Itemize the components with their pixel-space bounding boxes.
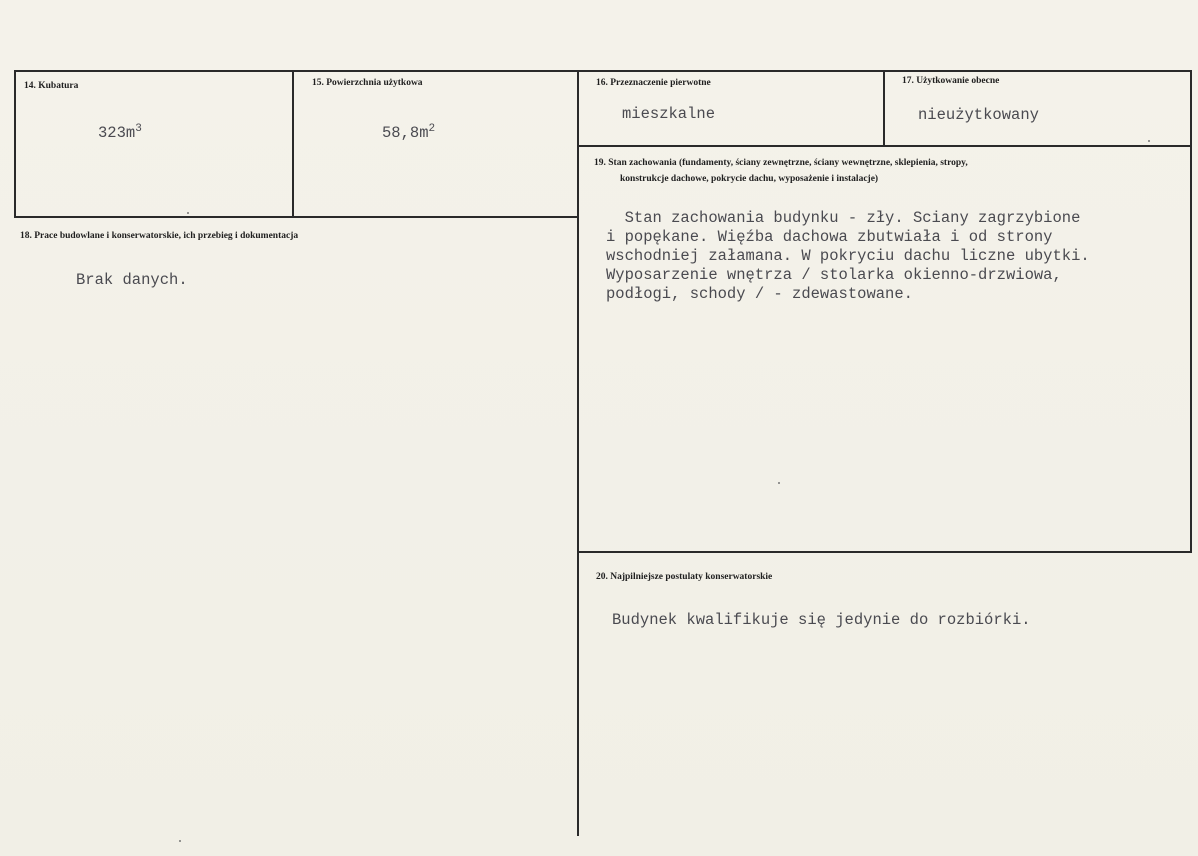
paper-speck bbox=[187, 212, 189, 214]
top-border bbox=[14, 70, 1192, 72]
right-border bbox=[1190, 70, 1192, 552]
rule-under-14-15 bbox=[14, 216, 579, 218]
rule-above-20 bbox=[577, 551, 1192, 553]
field-18-value: Brak danych. bbox=[76, 271, 188, 289]
field-14-value bbox=[98, 124, 142, 143]
field-16-label: 16. Przeznaczenie pierwotne bbox=[596, 78, 711, 88]
field-17-value: nieużytkowany bbox=[918, 106, 1039, 124]
field-19-line: Stan zachowania budynku - zły. Sciany zagrzybione bbox=[606, 209, 1081, 227]
rule-under-16-17 bbox=[577, 145, 1192, 147]
field-14-label: 14. Kubatura bbox=[24, 81, 79, 91]
field-20-label: 20. Najpilniejsze postulaty konserwatorskie bbox=[596, 572, 773, 582]
field-16-value: mieszkalne bbox=[622, 105, 716, 123]
field-19-line: Wyposarzenie wnętrza / stolarka okienno-drzwiowa, bbox=[606, 266, 1062, 284]
divider-left-right bbox=[577, 70, 579, 836]
paper-speck bbox=[179, 840, 181, 842]
paper-speck bbox=[1148, 140, 1150, 142]
field-18-label: 18. Prace budowlane i konserwatorskie, ich przebieg i dokumentacja bbox=[20, 231, 299, 241]
paper-speck bbox=[778, 482, 780, 484]
field-19-line: i popękane. Więźba dachowa zbutwiała i od strony bbox=[606, 228, 1053, 246]
divider-16-17 bbox=[883, 70, 885, 146]
field-17-label: 17. Użytkowanie obecne bbox=[902, 76, 1000, 86]
divider-14-15 bbox=[292, 70, 294, 218]
field-19-text bbox=[606, 209, 1090, 304]
field-15-value-exponent: 2 bbox=[428, 122, 436, 135]
field-14-value-exponent: 3 bbox=[135, 122, 142, 135]
field-19-label-line2: konstrukcje dachowe, pokrycie dachu, wyposażenie i instalacje) bbox=[620, 174, 879, 184]
field-15-value-text: 58,8m bbox=[382, 124, 429, 142]
field-19-line: wschodniej załamana. W pokryciu dachu liczne ubytki. bbox=[606, 247, 1090, 265]
left-border bbox=[14, 70, 16, 218]
field-14-value-text: 323m bbox=[98, 124, 136, 142]
field-15-value bbox=[382, 124, 435, 143]
field-15-label: 15. Powierzchnia użytkowa bbox=[312, 78, 423, 88]
field-20-value: Budynek kwalifikuje się jedynie do rozbiórki. bbox=[612, 611, 1031, 629]
field-19-line: podłogi, schody / - zdewastowane. bbox=[606, 285, 913, 303]
field-19-label-line1: 19. Stan zachowania (fundamenty, ściany zewnętrzne, ściany wewnętrzne, sklepienia, stropy, bbox=[594, 158, 968, 168]
